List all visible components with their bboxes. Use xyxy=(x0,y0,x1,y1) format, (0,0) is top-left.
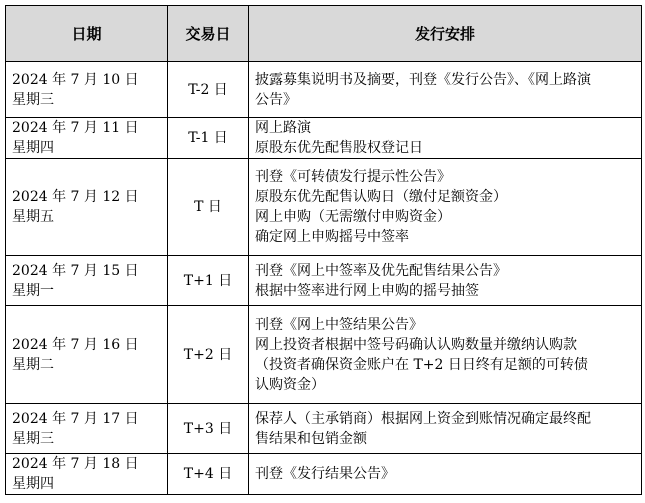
weekday-text: 星期三 xyxy=(12,91,54,108)
arrangement-line: 原股东优先配售股权登记日 xyxy=(255,140,423,156)
table-row xyxy=(6,118,642,159)
date-text: 2024 年 7 月 11 日 xyxy=(12,120,139,136)
date-text: 2024 年 7 月 18 日 xyxy=(12,456,139,472)
arrangement-line: 刊登《发行结果公告》 xyxy=(255,466,395,482)
date-text: 2024 年 7 月 17 日 xyxy=(12,410,139,427)
weekday-text: 星期三 xyxy=(12,430,54,447)
weekday-text: 星期四 xyxy=(12,140,54,156)
arrangement-line: 网上路演 xyxy=(255,120,311,136)
table-header-row xyxy=(6,6,642,62)
arrangement-line: 认购资金） xyxy=(255,376,325,393)
arrangement-cell xyxy=(249,404,642,454)
arrangement-cell xyxy=(249,159,642,256)
arrangement-line: 确定网上申购摇号中签率 xyxy=(255,229,409,245)
date-text: 2024 年 7 月 16 日 xyxy=(12,336,139,353)
date-text: 2024 年 7 月 10 日 xyxy=(12,71,139,88)
date-cell xyxy=(6,454,168,495)
table-row xyxy=(6,159,642,256)
date-cell xyxy=(6,159,168,256)
header-arrangement: 发行安排 xyxy=(249,6,642,62)
trading-day-cell: T+4 日 xyxy=(168,454,249,495)
arrangement-line: 网上投资者根据中签号码确认认购数量并缴纳认购款 xyxy=(255,336,577,353)
issuance-schedule-table xyxy=(5,5,642,495)
weekday-text: 星期二 xyxy=(12,356,54,373)
date-cell xyxy=(6,62,168,118)
arrangement-line: 原股东优先配售认购日（缴付足额资金） xyxy=(255,189,507,205)
trading-day-cell: T+2 日 xyxy=(168,306,249,404)
arrangement-cell xyxy=(249,118,642,159)
table-body xyxy=(6,62,642,495)
arrangement-cell xyxy=(249,62,642,118)
trading-day-cell: T-1 日 xyxy=(168,118,249,159)
table-row xyxy=(6,256,642,306)
arrangement-line: 保荐人（主承销商）根据网上资金到账情况确定最终配 xyxy=(255,410,591,427)
arrangement-line: 售结果和包销金额 xyxy=(255,430,367,447)
table-row xyxy=(6,62,642,118)
date-cell xyxy=(6,256,168,306)
weekday-text: 星期一 xyxy=(12,282,54,299)
arrangement-cell xyxy=(249,454,642,495)
date-text: 2024 年 7 月 15 日 xyxy=(12,262,139,279)
arrangement-line: 披露募集说明书及摘要，刊登《发行公告》、《网上路演 xyxy=(255,71,591,88)
arrangement-line: 网上申购（无需缴付申购资金） xyxy=(255,209,451,225)
header-date: 日期 xyxy=(6,6,168,62)
trading-day-cell: T+3 日 xyxy=(168,404,249,454)
arrangement-cell xyxy=(249,306,642,404)
arrangement-line: 刊登《网上中签率及优先配售结果公告》 xyxy=(255,262,507,279)
arrangement-line: 刊登《可转债发行提示性公告》 xyxy=(255,169,451,185)
weekday-text: 星期四 xyxy=(12,476,54,492)
header-trading-day: 交易日 xyxy=(168,6,249,62)
arrangement-line: 公告》 xyxy=(255,91,297,108)
table-row xyxy=(6,454,642,495)
trading-day-cell: T+1 日 xyxy=(168,256,249,306)
date-text: 2024 年 7 月 12 日 xyxy=(12,189,139,205)
table-row xyxy=(6,404,642,454)
date-cell xyxy=(6,306,168,404)
date-cell xyxy=(6,118,168,159)
arrangement-line: 根据中签率进行网上申购的摇号抽签 xyxy=(255,282,479,299)
arrangement-line: （投资者确保资金账户在 T+2 日日终有足额的可转债 xyxy=(255,356,588,373)
schedule-table-wrapper xyxy=(5,5,642,495)
trading-day-cell: T 日 xyxy=(168,159,249,256)
trading-day-cell: T-2 日 xyxy=(168,62,249,118)
arrangement-line: 刊登《网上中签结果公告》 xyxy=(255,316,423,333)
date-cell xyxy=(6,404,168,454)
table-row xyxy=(6,306,642,404)
weekday-text: 星期五 xyxy=(12,209,54,225)
arrangement-cell xyxy=(249,256,642,306)
